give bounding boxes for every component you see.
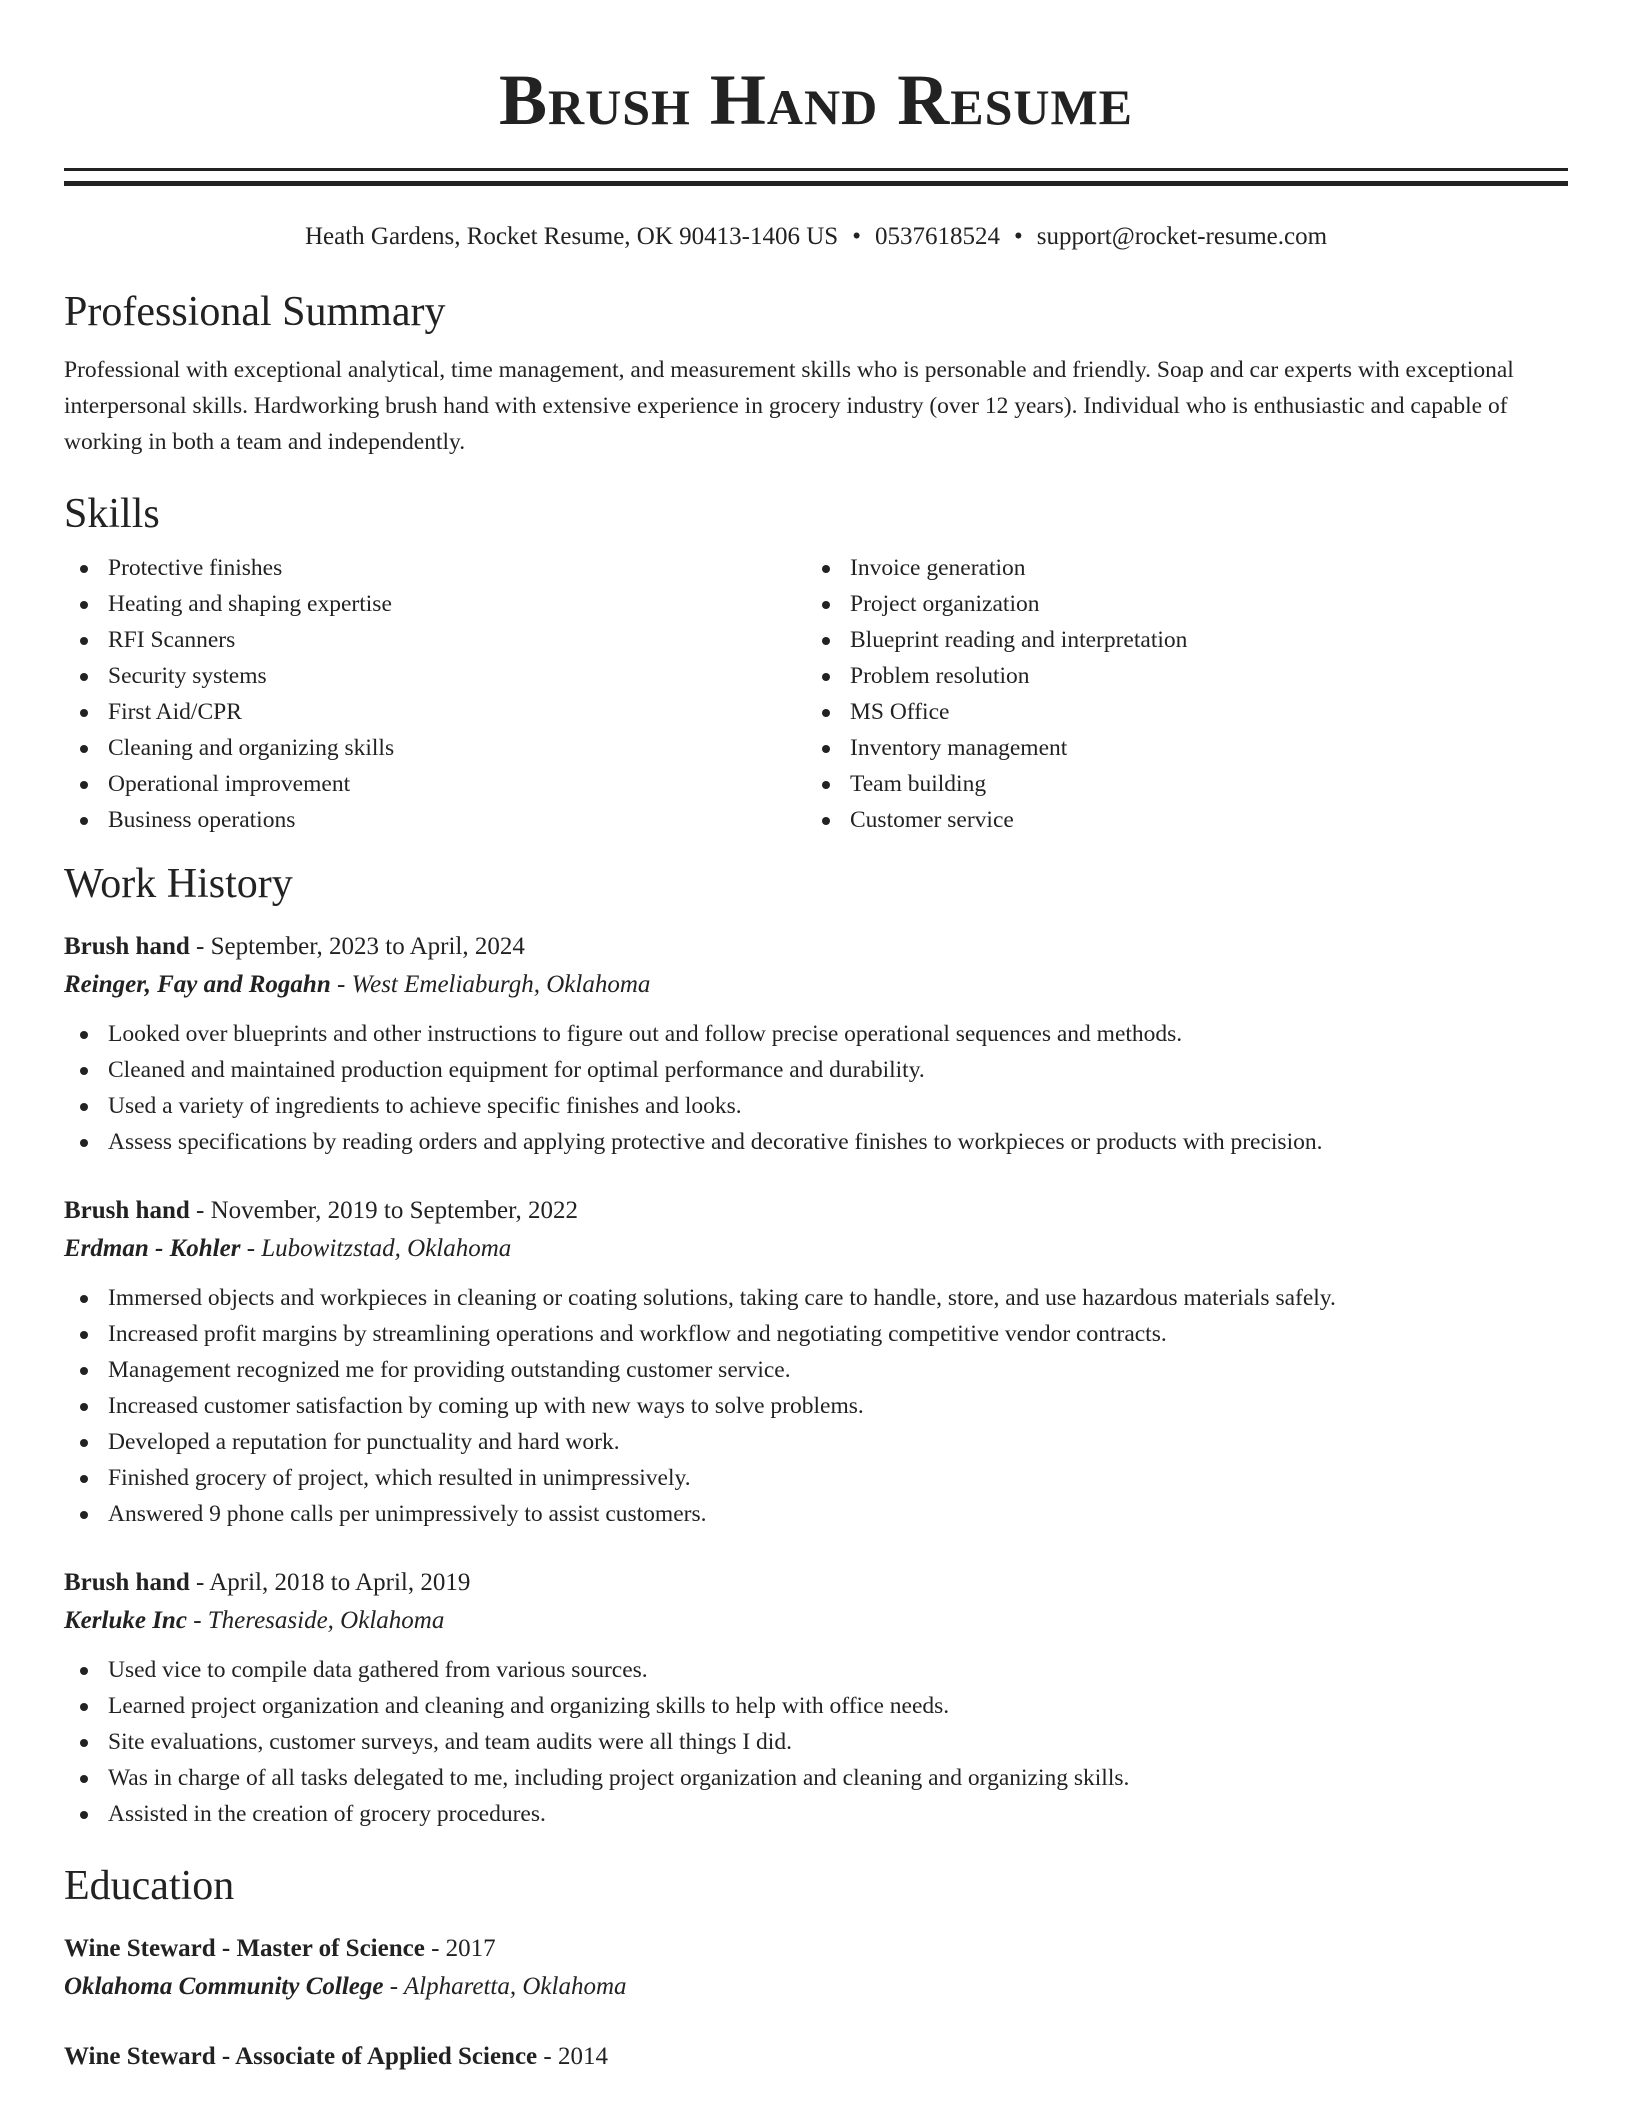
job-title: Brush hand (64, 933, 190, 960)
contact-address: Heath Gardens, Rocket Resume, OK 90413-1406 US (304, 223, 839, 250)
job-entry (64, 928, 1568, 1160)
job-employer: Erdman - Kohler (64, 1235, 241, 1262)
job-employer-line (64, 1230, 1568, 1268)
skill-item: Blueprint reading and interpretation (806, 622, 1548, 658)
education-dash: - (383, 1973, 404, 2000)
skill-item: Project organization (806, 586, 1548, 622)
job-bullet: Finished grocery of project, which resulted in unimpressively. (64, 1460, 1568, 1496)
education-school: Oklahoma Community College (64, 1973, 384, 2000)
job-bullet: Used vice to compile data gathered from various sources. (64, 1652, 1568, 1688)
job-dates: November, 2019 to September, 2022 (210, 1197, 578, 1224)
resume-title: Brush Hand Resume (498, 60, 1134, 140)
job-dash: - (186, 1607, 208, 1634)
job-dash: - (189, 1197, 211, 1224)
contact-line (64, 220, 1568, 254)
job-bullet: Assisted in the creation of grocery procedures. (64, 1796, 1568, 1832)
work-history-heading: Work History (64, 861, 293, 907)
education-year: 2017 (445, 1935, 496, 1962)
job-employer-line (64, 1602, 1568, 1640)
skill-item: Heating and shaping expertise (64, 586, 806, 622)
education-dash: - (424, 1935, 446, 1962)
contact-separator: • (852, 223, 861, 250)
job-dash: - (240, 1235, 262, 1262)
education-entry (64, 1930, 1568, 2006)
job-title-line (64, 1564, 1568, 1602)
job-employer: Kerluke Inc (64, 1607, 187, 1634)
skills-heading: Skills (64, 491, 160, 537)
job-title: Brush hand (64, 1569, 190, 1596)
title-double-rule (64, 168, 1568, 186)
summary-text: Professional with exceptional analytical, time management, and measurement skills who is personable and friendly. Soap and car experts with exceptional interpersonal skills. Hardworking brush hand with extensive experience in grocery industry (over 12 years). Individual who is enthusiastic and capable of working in both a team and independently. (64, 357, 1514, 455)
skill-item: First Aid/CPR (64, 694, 806, 730)
skill-item: Business operations (64, 802, 806, 838)
skill-item: RFI Scanners (64, 622, 806, 658)
education-degree-line (64, 1930, 1568, 1968)
job-bullet: Assess specifications by reading orders and applying protective and decorative finishes to workpieces or products with precision. (64, 1124, 1568, 1160)
skills-list-left (64, 550, 806, 838)
contact-separator: • (1013, 223, 1023, 250)
job-bullet: Increased customer satisfaction by coming up with new ways to solve problems. (64, 1388, 1568, 1424)
skills-list-right (806, 550, 1548, 838)
job-entry (64, 1564, 1568, 1832)
job-bullets (64, 1280, 1568, 1532)
skills-columns (64, 550, 1568, 838)
job-title: Brush hand (64, 1197, 190, 1224)
skill-item: MS Office (806, 694, 1548, 730)
job-entry (64, 1192, 1568, 1532)
resume-page (64, 0, 1568, 2076)
job-bullet: Looked over blueprints and other instructions to figure out and follow precise operational sequences and methods. (64, 1016, 1568, 1052)
job-bullet: Management recognized me for providing outstanding customer service. (64, 1352, 1568, 1388)
education-year: 2014 (557, 2043, 608, 2070)
job-dash: - (189, 1569, 210, 1596)
skill-item: Operational improvement (64, 766, 806, 802)
job-dash: - (330, 971, 352, 998)
skill-item: Invoice generation (806, 550, 1548, 586)
job-title-line (64, 928, 1568, 966)
education-heading: Education (64, 1863, 235, 1909)
job-location: Lubowitzstad, Oklahoma (261, 1235, 512, 1262)
job-location: West Emeliaburgh, Oklahoma (351, 971, 651, 998)
job-bullet: Cleaned and maintained production equipment for optimal performance and durability. (64, 1052, 1568, 1088)
job-location: Theresaside, Oklahoma (207, 1607, 445, 1634)
job-dates: April, 2018 to April, 2019 (209, 1569, 471, 1596)
contact-email[interactable]: support@rocket-resume.com (1036, 223, 1328, 250)
job-bullet: Learned project organization and cleaning and organizing skills to help with office needs. (64, 1688, 1568, 1724)
job-bullets (64, 1652, 1568, 1832)
job-bullet: Increased profit margins by streamlining operations and workflow and negotiating competitive vendor contracts. (64, 1316, 1568, 1352)
job-bullet: Developed a reputation for punctuality and hard work. (64, 1424, 1568, 1460)
job-bullet: Immersed objects and workpieces in cleaning or coating solutions, taking care to handle, store, and use hazardous materials safely. (64, 1280, 1568, 1316)
job-bullet: Was in charge of all tasks delegated to me, including project organization and cleaning and organizing skills. (64, 1760, 1568, 1796)
job-employer: Reinger, Fay and Rogahn (64, 971, 331, 998)
skill-item: Team building (806, 766, 1548, 802)
education-dash: - (537, 2043, 558, 2070)
job-dash: - (189, 933, 211, 960)
skill-item: Cleaning and organizing skills (64, 730, 806, 766)
skill-item: Customer service (806, 802, 1548, 838)
job-bullet: Used a variety of ingredients to achieve specific finishes and looks. (64, 1088, 1568, 1124)
job-bullets (64, 1016, 1568, 1160)
education-degree-line (64, 2038, 1568, 2076)
contact-phone[interactable]: 0537618524 (874, 223, 1000, 250)
summary-heading: Professional Summary (64, 289, 446, 335)
skill-item: Inventory management (806, 730, 1548, 766)
skill-item: Protective finishes (64, 550, 806, 586)
skill-item: Problem resolution (806, 658, 1548, 694)
job-dates: September, 2023 to April, 2024 (210, 933, 525, 960)
education-location: Alpharetta, Oklahoma (403, 1973, 627, 2000)
skill-item: Security systems (64, 658, 806, 694)
job-title-line (64, 1192, 1568, 1230)
job-bullet: Answered 9 phone calls per unimpressively to assist customers. (64, 1496, 1568, 1532)
job-bullet: Site evaluations, customer surveys, and team audits were all things I did. (64, 1724, 1568, 1760)
job-employer-line (64, 966, 1568, 1004)
education-school-line (64, 1968, 1568, 2006)
education-degree: Wine Steward - Master of Science (64, 1935, 425, 1962)
education-entry (64, 2038, 1568, 2076)
education-degree: Wine Steward - Associate of Applied Science (64, 2043, 538, 2070)
